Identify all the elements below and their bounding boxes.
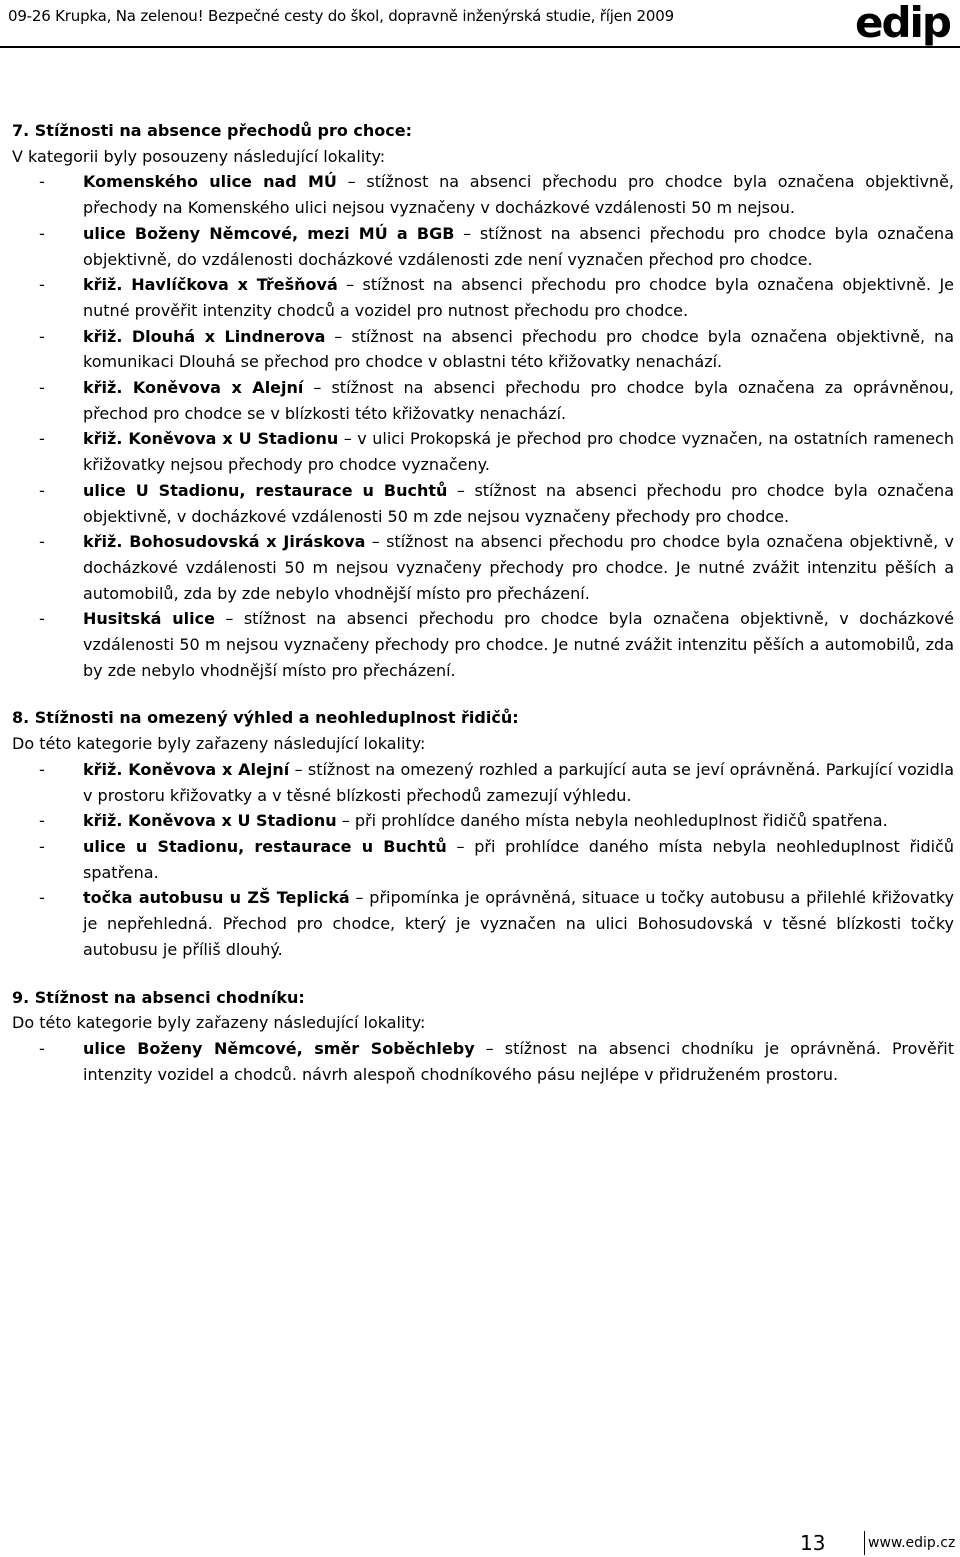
locality-name: točka autobusu u ZŠ Teplická [83,888,350,908]
document-body [12,118,954,1109]
locality-name: ulice u Stadionu, restaurace u Buchtů [83,836,447,856]
locality-name: křiž. Koněvova x U Stadionu [83,429,339,449]
locality-text: – stížnost na absenci přechodu pro chodce byla označena objektivně, v docházkové vzdálenosti 50 m nejsou vyznačeny přechody pro chodce. Je nutné zvážit intenzitu pěších a automobilů, zda by zde nebylo vhodnější místo pro přecházení. [83,609,955,680]
locality-text: – stížnost na absenci přechodu pro chodce byla označena objektivně, do vzdálenosti docházkové vzdálenosti zde není vyznačen přechod pro chodce. [83,223,955,269]
list-item [12,885,954,962]
locality-text: – stížnost na absenci přechodu pro chodce byla označena za oprávněnou, přechod pro chodce se v blízkosti této křižovatky nenachází. [83,378,954,423]
locality-list [12,757,954,963]
locality-name: křiž. Bohosudovská x Jiráskova [83,532,366,552]
locality-name: ulice Boženy Němcové, mezi MÚ a BGB [83,223,455,243]
locality-name: křiž. Koněvova x Alejní [83,759,290,779]
section-title: 9. Stížnost na absenci chodníku: [12,987,305,1007]
locality-name: křiž. Koněvova x Alejní [83,378,304,398]
section-9 [12,985,954,1088]
page-header [0,0,960,48]
section-title: 8. Stížnosti na omezený výhled a neohleduplnost řidičů: [12,708,519,728]
locality-name: Husitská ulice [83,609,215,629]
locality-name: ulice Boženy Němcové, směr Soběchleby [83,1038,475,1058]
locality-name: křiž. Dlouhá x Lindnerova [83,326,326,346]
list-item [12,478,954,529]
list-item [12,808,954,834]
locality-text: – stížnost na absenci přechodu pro chodce byla označena objektivně, na komunikaci Dlouhá se přechod pro chodce v oblastni této křižovatky nenachází. [83,326,954,372]
list-item [12,529,954,606]
locality-list [12,1036,954,1087]
locality-text: – v ulici Prokopská je přechod pro chodce vyznačen, na ostatních ramenech křižovatky nejsou přechody pro chodce vyznačeny. [83,429,954,475]
list-item [12,375,954,426]
locality-name: ulice U Stadionu, restaurace u Buchtů [83,480,448,500]
page-number: 13 [800,1531,826,1555]
locality-name: křiž. Havlíčkova x Třešňová [83,275,338,295]
list-item [12,834,954,885]
locality-text: – při prohlídce daného místa nebyla neohleduplnost řidičů spatřena. [83,836,955,882]
section-title: 7. Stížnosti na absence přechodů pro choce: [12,121,413,140]
list-item [12,272,954,323]
list-item [12,606,954,683]
section-7 [12,118,954,683]
locality-text: – při prohlídce daného místa nebyla neohleduplnost řidičů spatřena. [336,811,888,831]
list-item [12,169,954,220]
section-intro: V kategorii byly posouzeny následující lokality: [12,146,386,166]
locality-text: – stížnost na absenci přechodu pro chodce byla označena objektivně. Je nutné prověřit intenzity chodců a vozidel pro nutnost přechodu pro chodce. [83,275,955,320]
section-intro: Do této kategorie byly zařazeny následující lokality: [12,734,426,754]
list-item [12,426,954,477]
list-item [12,221,954,272]
list-item [12,324,954,375]
locality-text: – stížnost na absenci přechodu pro chodce byla označena objektivně, v docházkové vzdálenosti 50 m zde nejsou vyznačeny přechody pro chodce. [83,480,954,526]
locality-name: Komenského ulice nad MÚ [83,172,337,192]
header-title: 09-26 Krupka, Na zelenou! Bezpečné cesty do škol, dopravně inženýrská studie, říjen 2009 [8,7,674,25]
locality-text: – stížnost na absenci přechodu pro chodce byla označena objektivně, v docházkové vzdálenosti 50 m nejsou vyznačeny přechody pro chodce. Je nutné zvážit intenzitu pěších a automobilů, zda by zde nebylo vhodnější místo pro přecházení. [83,532,955,603]
footer-url: www.edip.cz [868,1535,956,1551]
locality-text: – připomínka je oprávněná, situace u točky autobusu a přilehlé křižovatky je nepřehledná. Přechod pro chodce, který je vyznačen na ulici Bohosudovská v těsné blízkosti točky autobusu je příliš dlouhý. [83,888,954,959]
locality-list [12,169,954,683]
list-item [12,757,954,808]
edip-logo: edip [854,0,950,47]
section-8 [12,705,954,962]
list-item [12,1036,954,1087]
locality-text: – stížnost na absenci přechodu pro chodce byla označena objektivně, přechody na Komenského ulici nejsou vyznačeny v docházkové vzdálenosti 50 m nejsou. [83,172,955,218]
section-intro: Do této kategorie byly zařazeny následující lokality: [12,1013,426,1033]
locality-text: – stížnost na omezený rozhled a parkující auta se jeví oprávněná. Parkující vozidla v prostoru křižovatky a v těsné blízkosti přechodů zamezují výhledu. [83,759,954,805]
footer-divider [864,1531,865,1555]
locality-text: – stížnost na absenci chodníku je oprávněná. Prověřit intenzity vozidel a chodců. návrh alespoň chodníkového pásu nejlépe v přidruženém prostoru. [83,1038,954,1084]
locality-name: křiž. Koněvova x U Stadionu [83,811,337,831]
page-footer [0,1527,960,1557]
